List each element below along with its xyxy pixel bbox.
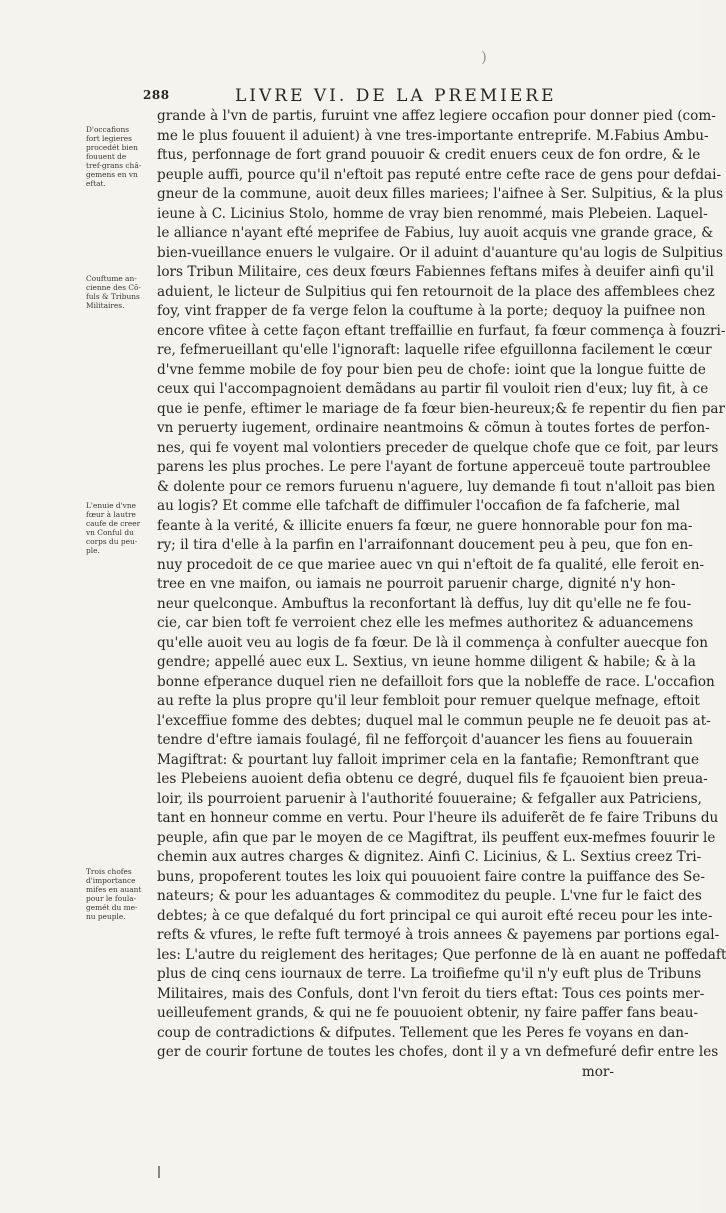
text-line: encore vfitee à cette façon eftant treffaillie en furfaut, fa fœur commença à fouzri- [157, 322, 726, 339]
text-line: cie, car bien toft fe verroient chez elle les mefmes authoritez & aduancemens [157, 615, 694, 631]
margin-note-line: corps du peu- [86, 537, 138, 546]
text-line: bonne efperance duquel rien ne defailloit fors que la nobleffe de race. L'occafion [157, 673, 715, 690]
text-line: que ie penfe, eftimer le mariage de fa fœur bien-heureux;& fe repentir du fien par [157, 400, 725, 417]
margin-note-line: fuls & Tribuns [86, 292, 140, 301]
margin-note [86, 867, 154, 921]
text-line: parens les plus proches. Le pere l'ayant de fortune apperceuë toute partroublee [157, 459, 711, 475]
text-line: Magiftrat: & pourtant luy falloit imprimer cela en la fantafie; Remonftrant que [157, 751, 700, 768]
margin-note-line: Militaires. [86, 301, 125, 310]
text-line: gendre; appellé auec eux L. Sextius, vn ieune homme diligent & habile; & à la [157, 654, 696, 670]
text-line: d'vne femme mobile de foy pour bien peu de chofe: ioint que la longue fuitte de [157, 361, 706, 378]
text-line: ger de courir fortune de toutes les chofes, dont il y a vn defmefuré defir entre les [157, 1044, 719, 1060]
margin-note-line: pour le foula- [86, 894, 137, 903]
text-line: mor- [581, 1063, 614, 1080]
text-line: lors Tribun Militaire, ces deux fœurs Fabiennes feftans mifes à deuifer ainfi qu'il [157, 264, 714, 280]
text-line: peuple, afin que par le moyen de ce Magiftrat, ils peuffent eux-mefmes fouurir le [157, 829, 716, 846]
text-line: Militaires, mais des Confuls, dont l'vn feroit du tiers eftat: Tous ces points mer- [157, 985, 705, 1002]
text-line: au refte la plus propre qu'il leur fembloit pour remuer quelque mefnage, eftoit [157, 693, 700, 709]
margin-note-line: fort legieres [86, 134, 132, 143]
text-line: peuple auffi, pource qu'il n'eftoit pas reputé entre cefte race de gens pour defdai- [157, 166, 722, 183]
margin-note-line: gemét du me- [86, 903, 138, 912]
margin-note [86, 501, 154, 555]
margin-note-line: cienne des Cõ- [86, 283, 141, 292]
margin-note-line: Trois chofes [86, 867, 132, 876]
margin-note-line: D'occafions [86, 125, 130, 134]
margin-note [86, 274, 154, 310]
text-line: ry; il tira d'elle à la parfin en l'arraifonnant doucement peu à peu, que fon en- [157, 537, 693, 553]
text-line: & dolente pour ce remors furuenu n'aguere, luy demande fi tout n'alloit pas bien [157, 478, 716, 495]
text-line: feante à la verité, & illicite enuers fa fœur, ne guere honnorable pour fon ma- [157, 517, 693, 534]
text-line: tendre d'eftre iamais foulagé, fil ne fefforçoit d'auancer les fiens au fouuerain [157, 732, 693, 748]
corner-mark: ) [481, 48, 487, 66]
text-line: debtes; à ce que defalqué du fort principal ce qui auroit efté receu pour les inte- [157, 907, 713, 924]
text-line: buns, propoferent toutes les loix qui pouuoient faire contre la puiffance des Se- [157, 868, 705, 885]
page-header [143, 86, 613, 108]
margin-note-line: Couftume an- [86, 274, 137, 283]
margin-note-line: vn Conful du [86, 528, 134, 537]
text-line: tant en honneur comme en vertu. Pour l'heure ils aduiferẽt de fe faire Tribuns du [157, 810, 719, 826]
margin-note-line: caufe de creer [86, 519, 141, 528]
text-line: tree en vne maifon, ou iamais ne pourroit paruenir charge, dignité n'y hon- [157, 576, 676, 592]
text-line: coup de contradictions & difputes. Tellement que les Peres fe voyans en dan- [157, 1024, 689, 1041]
text-line: les: L'autre du reiglement des heritages; Que perfonne de là en auant ne poffedaft [157, 946, 726, 963]
text-line: qu'elle auoit veu au logis de fa fœur. De là il commença à confulter auecque fon [157, 634, 708, 651]
text-line: nateurs; & pour les aduantages & commoditez du peuple. L'vne fur le faict des [157, 888, 702, 904]
margin-note [86, 125, 154, 188]
signature-mark [158, 1166, 160, 1178]
text-line: nuy procedoit de ce que mariee auec vn qui n'eftoit de fa qualité, elle feroit en- [157, 556, 705, 573]
text-line: le alliance n'ayant efté meprifee de Fabius, luy auoit acquis vne grande grace, & [157, 225, 714, 241]
text-line: les Plebeiens auoient defia obtenu ce degré, duquel fils fe fçauoient bien preua- [157, 771, 708, 787]
margin-note-line: gemens en vn [86, 170, 138, 179]
margin-note-line: mifes en auant [86, 885, 142, 894]
text-line: ftus, perfonnage de fort grand pouuoir & credit enuers ceux de fon ordre, & le [157, 147, 701, 163]
text-line: ueilleufement grands, & qui ne fe pouuoient obtenir, ny faire paffer fans beau- [157, 1005, 699, 1021]
text-line: ceux qui l'accompagnoient demãdans au partir fil vouloit rien d'eux; luy fit, à ce [157, 381, 709, 397]
text-line: vn peruerty iugement, ordinaire neantmoins & cõmun à toutes fortes de perfon- [157, 420, 710, 436]
text-line: l'exceffiue fomme des debtes; duquel mal le commun peuple ne fe deuoit pas at- [157, 712, 711, 729]
margin-note-line: fœur à lautre [86, 510, 136, 519]
margin-note-line: d'importance [86, 876, 136, 885]
text-line: refts & vfures, le refte fuft termoyé à trois annees & payemens par portions egal- [157, 927, 720, 943]
running-head: LIVRE VI. DE LA PREMIERE [235, 86, 557, 106]
text-line: neur quelconque. Ambuftus la reconfortant là deffus, luy dit qu'elle ne fe fou- [157, 595, 692, 612]
margin-note-line: fouuent de [86, 152, 127, 161]
text-line: loir, ils pourroient paruenir à l'authorité fouueraine; & fefgaller aux Patriciens, [157, 790, 702, 807]
text-line: me le plus fouuent il aduient) à vne tres-importante entreprife. M.Fabius Ambu- [157, 127, 709, 144]
margin-note-line: tref-grans châ- [86, 161, 142, 170]
text-line: bien-vueillance enuers le vulgaire. Or il aduint d'auanture qu'au logis de Sulpitius [157, 244, 724, 261]
text-line: re, fefmerueillant qu'elle l'ignoraft: laquelle rifee efguillonna facilement le cœur [157, 342, 712, 358]
margin-note-line: eftat. [86, 179, 106, 188]
text-line: foy, vint frapper de fa verge felon la couftume à la porte; dequoy la puifnee non [157, 303, 706, 319]
text-line: au logis? Et comme elle tafchaft de diffimuler l'occafion de fa fafcherie, mal [157, 498, 680, 514]
margin-note-line: nu peuple. [86, 912, 126, 921]
text-line: aduient, le licteur de Sulpitius qui fen retournoit de la place des affemblees chez [157, 283, 715, 300]
margin-note-line: L'enuie d'vne [86, 501, 136, 510]
margin-note-line: procedét bien [86, 143, 138, 152]
text-line: chemin aux autres charges & dignitez. Ainfi C. Licinius, & L. Sextius creez Tri- [157, 849, 702, 865]
margin-note-line: ple. [86, 546, 100, 555]
text-line: grande à l'vn de partis, furuint vne affez legiere occafion pour donner pied (com- [157, 108, 716, 124]
page-number: 288 [143, 88, 170, 102]
text-line: ieune à C. Licinius Stolo, homme de vray bien renommé, mais Plebeien. Laquel- [157, 205, 708, 222]
text-line: gneur de la commune, auoit deux filles mariees; l'aifnee à Ser. Sulpitius, & la plus [157, 186, 724, 202]
text-line: nes, qui fe voyent mal volontiers preceder de quelque chofe que ce foit, par leurs [157, 439, 719, 456]
text-line: plus de cinq cens iournaux de terre. La troifiefme qu'il n'y euft plus de Tribuns [157, 966, 702, 982]
body-text [157, 107, 726, 1082]
